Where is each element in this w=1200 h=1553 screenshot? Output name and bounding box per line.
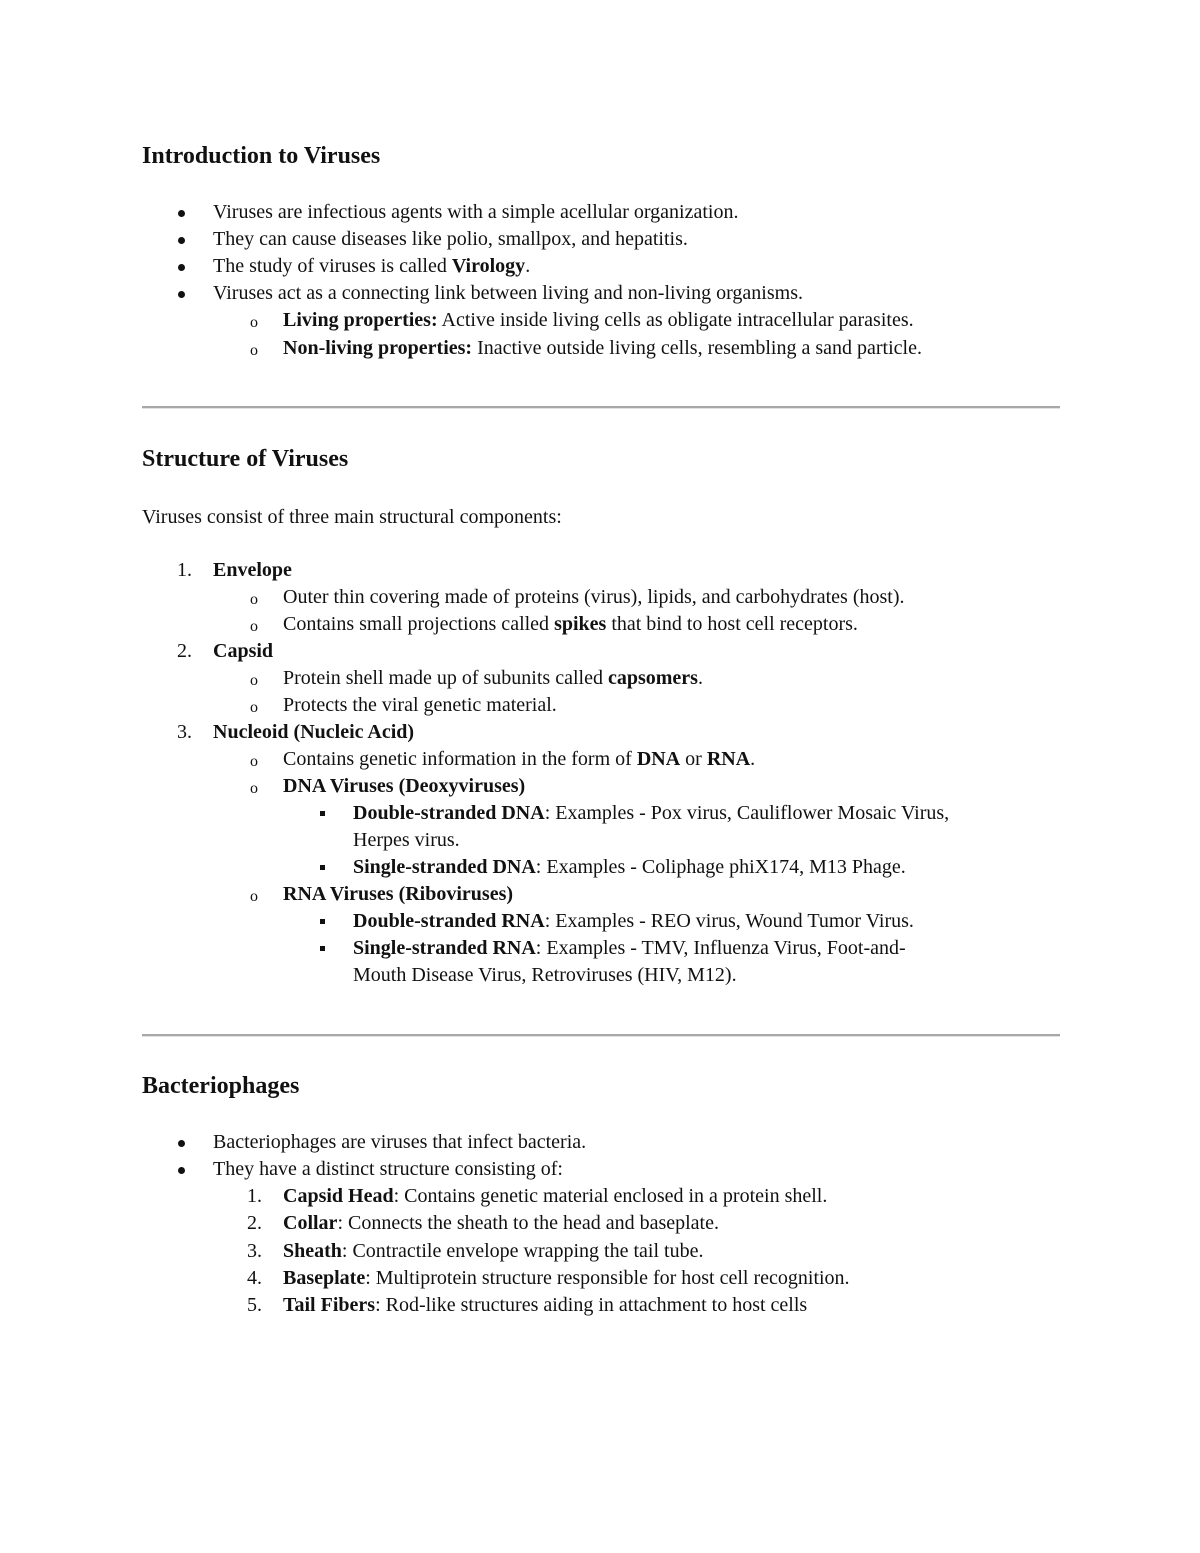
bullet-circle: o bbox=[250, 780, 258, 797]
bullet-circle: o bbox=[250, 342, 258, 359]
capsid-sub-1: Protein shell made up of subunits called capsomers. bbox=[283, 667, 703, 689]
rna-item-single: Single-stranded RNA: Examples - TMV, Influenza Virus, Foot-and- bbox=[353, 937, 906, 959]
bullet-circle: o bbox=[250, 699, 258, 716]
section-title-structure: Structure of Viruses bbox=[142, 446, 349, 472]
bullet-dot bbox=[178, 291, 185, 298]
intro-bullet-1: Viruses are infectious agents with a simple acellular organization. bbox=[213, 201, 739, 223]
envelope-sub-1: Outer thin covering made of proteins (virus), lipids, and carbohydrates (host). bbox=[283, 586, 905, 608]
list-number: 3. bbox=[177, 721, 192, 743]
phage-part-tail-fibers: Tail Fibers: Rod-like structures aiding in attachment to host cells bbox=[283, 1294, 808, 1316]
rna-item-single-cont: Mouth Disease Virus, Retroviruses (HIV, M12). bbox=[353, 964, 737, 986]
dna-item-double-cont: Herpes virus. bbox=[353, 829, 460, 851]
bullet-dot bbox=[178, 237, 185, 244]
structure-item-envelope: Envelope bbox=[213, 559, 292, 581]
bullet-square bbox=[320, 919, 325, 924]
nucleoid-sub-genetic: Contains genetic information in the form of DNA or RNA. bbox=[283, 748, 756, 770]
section-title-introduction: Introduction to Viruses bbox=[142, 143, 381, 169]
dna-item-double: Double-stranded DNA: Examples - Pox virus, Cauliflower Mosaic Virus, bbox=[353, 802, 950, 824]
dna-item-single: Single-stranded DNA: Examples - Coliphage phiX174, M13 Phage. bbox=[353, 856, 906, 878]
phage-part-collar: Collar: Connects the sheath to the head and baseplate. bbox=[283, 1212, 719, 1234]
bullet-circle: o bbox=[250, 888, 258, 905]
section-title-bacteriophages: Bacteriophages bbox=[142, 1073, 300, 1099]
dna-viruses-title: DNA Viruses (Deoxyviruses) bbox=[283, 775, 526, 797]
phage-part-capsid-head: Capsid Head: Contains genetic material enclosed in a protein shell. bbox=[283, 1185, 828, 1207]
bullet-square bbox=[320, 811, 325, 816]
phage-bullet-1: Bacteriophages are viruses that infect bacteria. bbox=[213, 1131, 587, 1153]
phage-part-baseplate: Baseplate: Multiprotein structure responsible for host cell recognition. bbox=[283, 1267, 850, 1289]
intro-bullet-4: Viruses act as a connecting link between living and non-living organisms. bbox=[213, 282, 803, 304]
phage-bullet-2: They have a distinct structure consisting of: bbox=[213, 1158, 563, 1180]
rna-item-double: Double-stranded RNA: Examples - REO virus, Wound Tumor Virus. bbox=[353, 910, 914, 932]
bullet-dot bbox=[178, 1167, 185, 1174]
envelope-sub-2: Contains small projections called spikes that bind to host cell receptors. bbox=[283, 613, 858, 635]
bullet-circle: o bbox=[250, 591, 258, 608]
bullet-circle: o bbox=[250, 618, 258, 635]
intro-sub-nonliving: Non-living properties: Inactive outside living cells, resembling a sand particle. bbox=[283, 337, 922, 359]
bullet-dot bbox=[178, 1140, 185, 1147]
rna-viruses-title: RNA Viruses (Riboviruses) bbox=[283, 883, 514, 905]
section-divider bbox=[142, 1034, 1060, 1037]
bullet-circle: o bbox=[250, 314, 258, 331]
intro-bullet-3: The study of viruses is called Virology. bbox=[213, 255, 531, 277]
bullet-dot bbox=[178, 210, 185, 217]
intro-bullet-2: They can cause diseases like polio, smallpox, and hepatitis. bbox=[213, 228, 688, 250]
list-number: 2. bbox=[247, 1212, 262, 1234]
structure-item-nucleoid: Nucleoid (Nucleic Acid) bbox=[213, 721, 415, 743]
bullet-square bbox=[320, 865, 325, 870]
bullet-dot bbox=[178, 264, 185, 271]
capsid-sub-2: Protects the viral genetic material. bbox=[283, 694, 557, 716]
structure-item-capsid: Capsid bbox=[213, 640, 274, 662]
bullet-square bbox=[320, 946, 325, 951]
bullet-circle: o bbox=[250, 672, 258, 689]
list-number: 1. bbox=[247, 1185, 262, 1207]
list-number: 4. bbox=[247, 1267, 262, 1289]
list-number: 1. bbox=[177, 559, 192, 581]
list-number: 5. bbox=[247, 1294, 262, 1316]
list-number: 2. bbox=[177, 640, 192, 662]
list-number: 3. bbox=[247, 1240, 262, 1262]
structure-intro: Viruses consist of three main structural components: bbox=[142, 506, 562, 528]
phage-part-sheath: Sheath: Contractile envelope wrapping the tail tube. bbox=[283, 1240, 704, 1262]
section-divider bbox=[142, 406, 1060, 409]
intro-sub-living: Living properties: Active inside living cells as obligate intracellular parasites. bbox=[283, 309, 914, 331]
bullet-circle: o bbox=[250, 753, 258, 770]
